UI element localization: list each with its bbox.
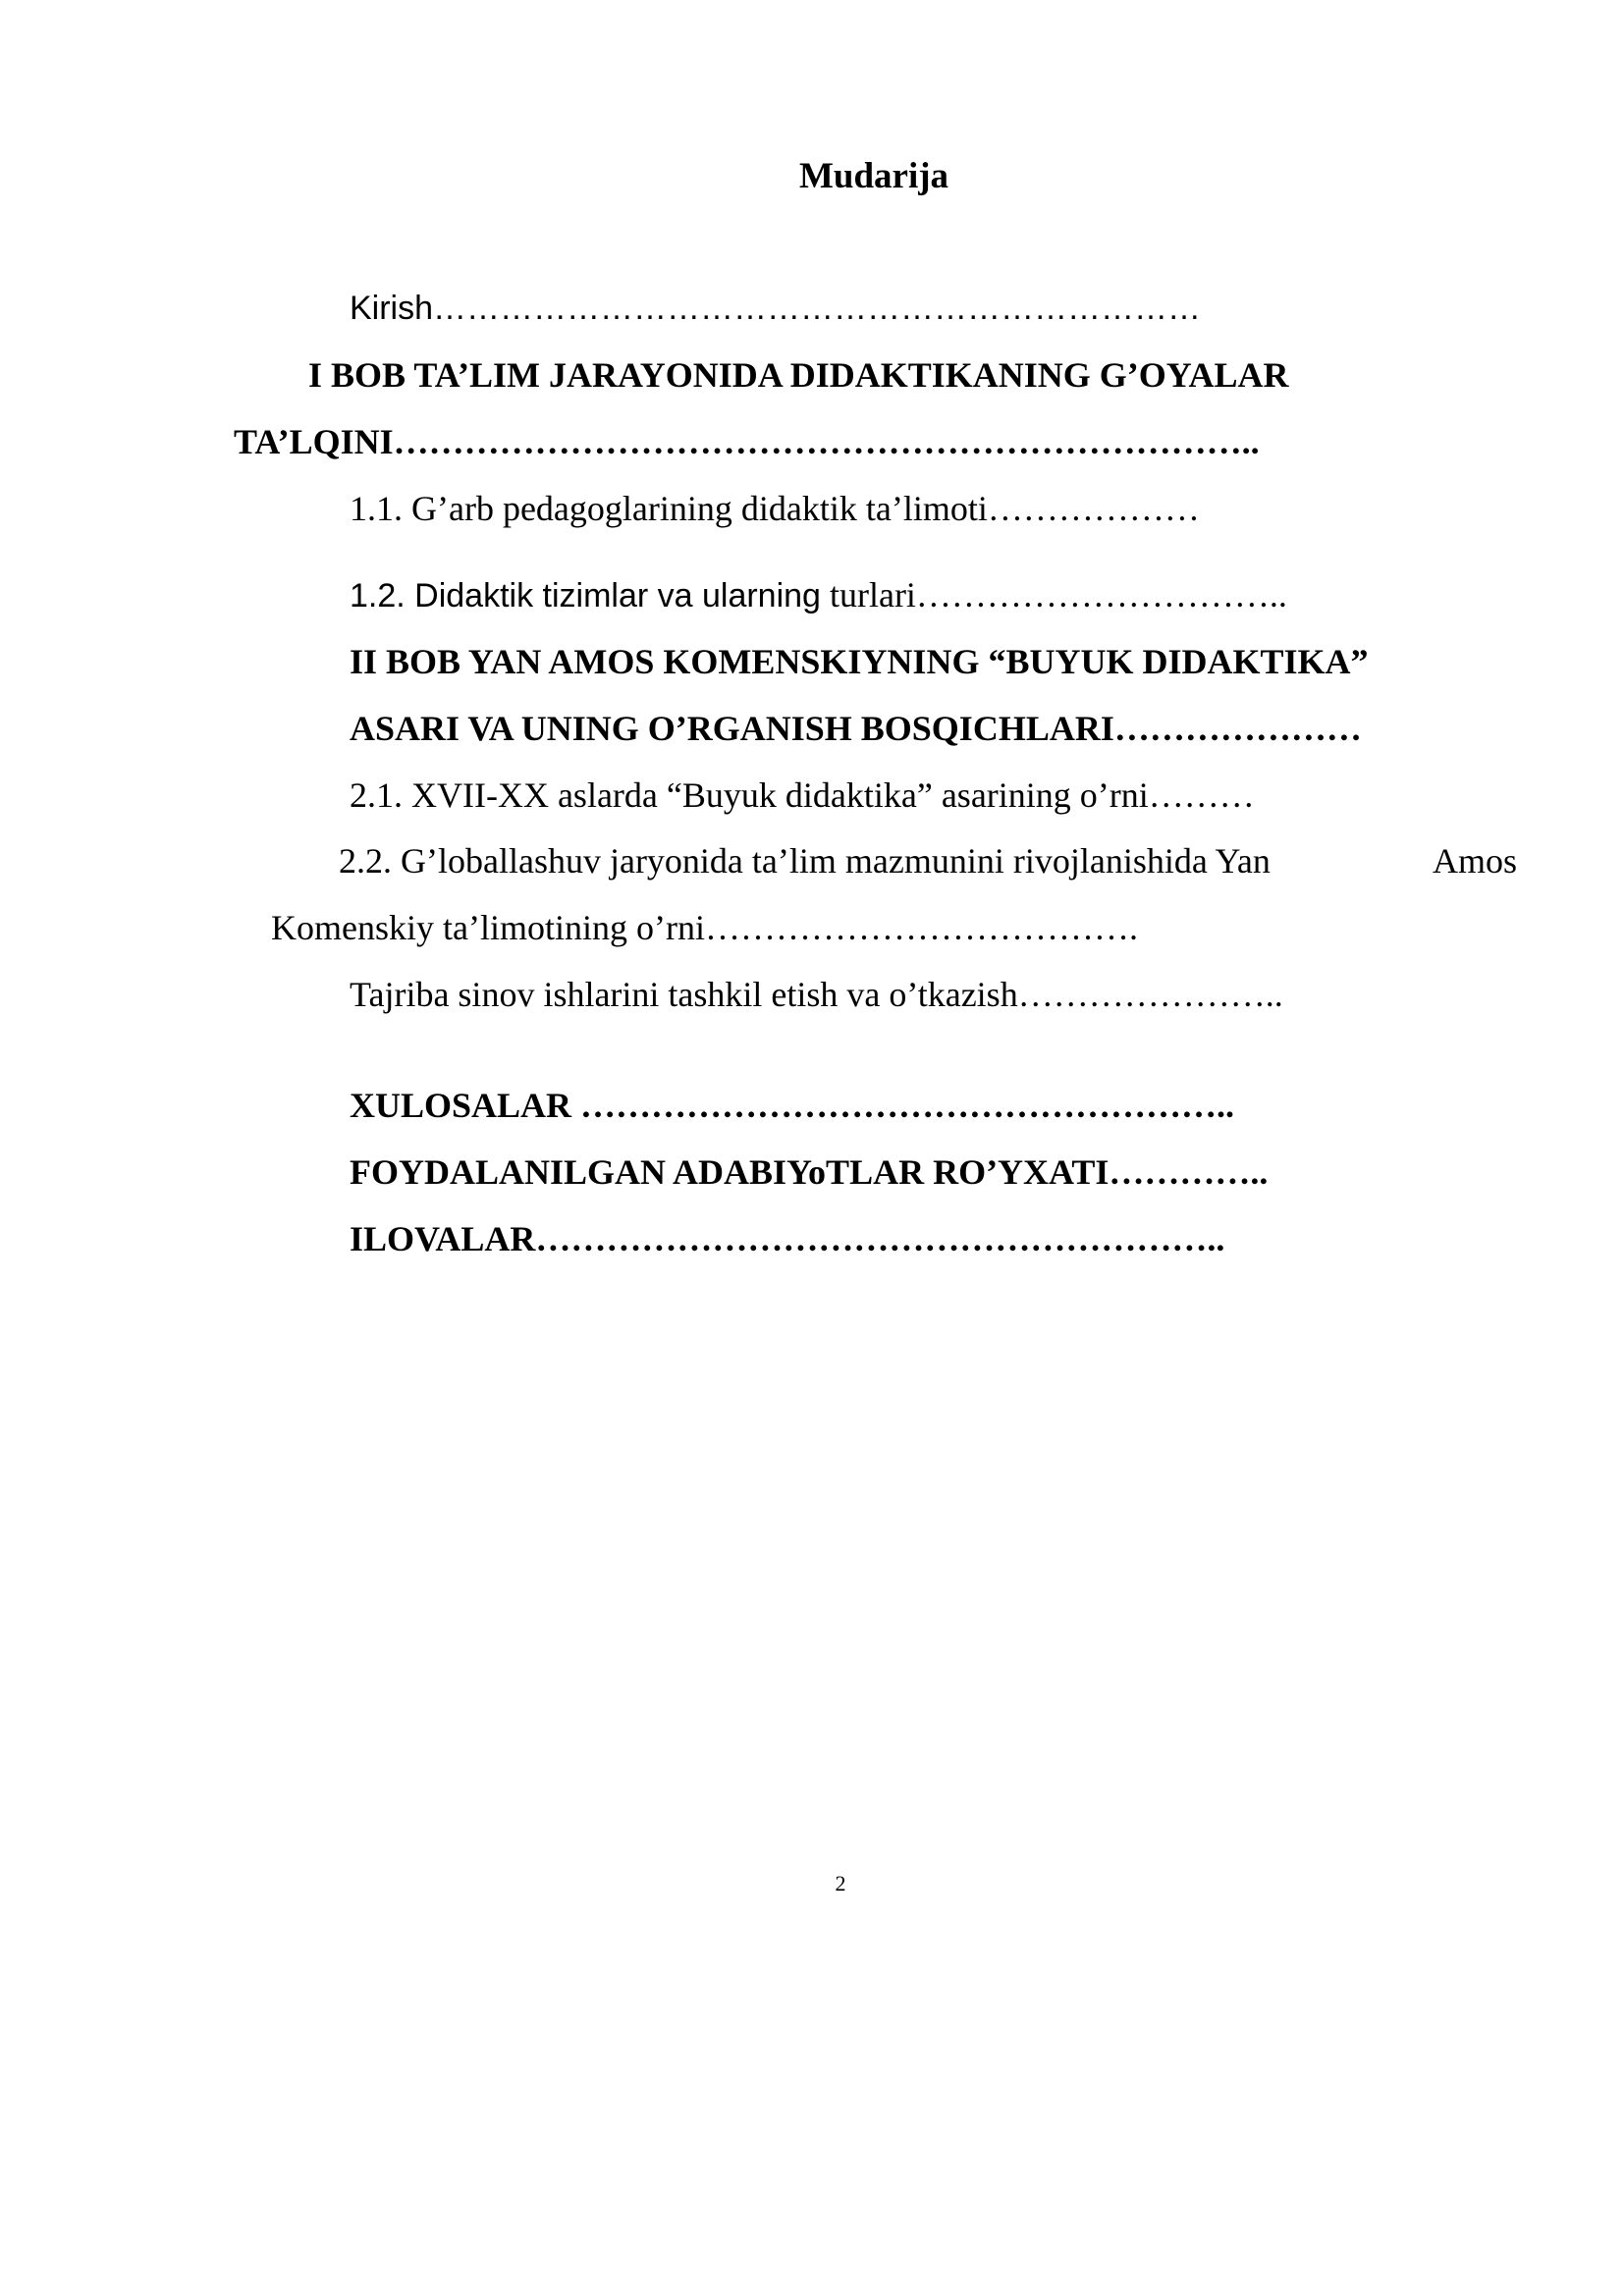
toc-section-1-2 [350,573,1287,617]
toc-bob1-line1: I BOB TA’LIM JARAYONIDA DIDAKTIKANING G’OYALAR [308,355,1289,395]
toc-bob2-line1: II BOB YAN AMOS KOMENSKIYNING “BUYUK DIDAKTIKA” [350,642,1369,681]
toc-section-1-2-part2: turlari………………………….. [820,575,1287,614]
toc-ilovalar: ILOVALAR………………………………………………….. [350,1219,1225,1258]
toc-kirish: Kirish…………………………………………………………… [350,290,1202,327]
toc-bob2-line2: ASARI VA UNING O’RGANISH BOSQICHLARI………………… [350,709,1362,748]
page-number: 2 [835,1871,846,1896]
toc-foydalanilgan-adabiyotlar: FOYDALANILGAN ADABIYoTLAR RO’YXATI………….. [350,1152,1269,1192]
toc-section-2-2-line2: Komenskiy ta’limotining o’rni………………………………. [271,908,1138,947]
toc-tajriba: Tajriba sinov ishlarini tashkil etish va o’tkazish………………….. [350,975,1283,1014]
toc-section-1-2-part1: 1.2. Didaktik tizimlar va ularning [350,577,821,614]
toc-xulosalar: XULOSALAR ……………………………………………….. [350,1086,1235,1125]
toc-section-2-2-line1 [339,839,1517,882]
toc-section-2-2-line1-text: 2.2. G’loballashuv jaryonida ta’lim mazmunini rivojlanishida Yan [339,841,1271,881]
toc-section-2-1: 2.1. XVII-XX aslarda “Buyuk didaktika” asarining o’rni……… [350,775,1255,815]
document-title: Mudarija [798,156,949,196]
toc-section-1-1: 1.1. G’arb pedagoglarining didaktik ta’limoti……………… [350,489,1200,528]
toc-bob1-line2: TA’LQINI……………………………………………………………….. [234,422,1260,461]
toc-section-2-2-line1-end: Amos [1432,841,1517,881]
